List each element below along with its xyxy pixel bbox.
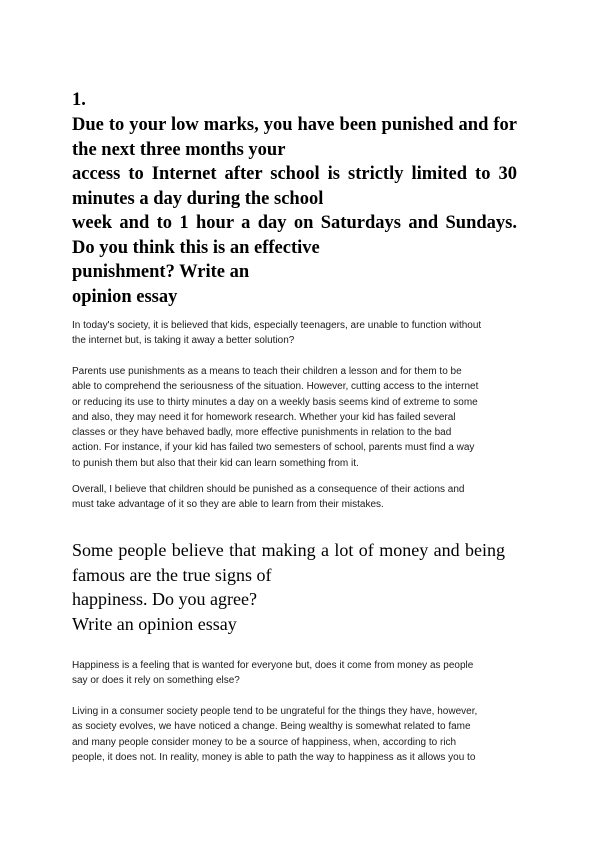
paragraph-line: action. For instance, if your kid has failed two semesters of school, parents must find a way bbox=[72, 442, 475, 454]
essay-2-body bbox=[72, 704, 532, 765]
paragraph-line: Overall, I believe that children should be punished as a consequence of their actions and bbox=[72, 484, 465, 495]
paragraph-line: and many people consider money to be a source of happiness, when, according to rich bbox=[72, 736, 457, 748]
question-1-line: minutes a day during the school bbox=[72, 188, 324, 209]
question-1-line: week and to 1 hour a day on Saturdays and Sundays. bbox=[72, 213, 517, 233]
question-1-line: access to Internet after school is strictly limited to 30 bbox=[72, 164, 517, 184]
paragraph-line: and also, they may need it for homework research. Whether your kid has failed several bbox=[72, 411, 456, 423]
paragraph-line: Happiness is a feeling that is wanted for everyone but, does it come from money as people bbox=[72, 660, 474, 671]
question-2-prompt bbox=[72, 538, 505, 636]
question-1-line: Do you think this is an effective bbox=[72, 237, 320, 258]
paragraph-line: or reducing its use to thirty minutes a day on a weekly basis seems kind of extreme to some bbox=[72, 396, 478, 408]
paragraph-line: able to comprehend the seriousness of the situation. However, cutting access to the internet bbox=[72, 381, 479, 393]
paragraph-line: Living in a consumer society people tend to be ungrateful for the things they have, however, bbox=[72, 706, 478, 717]
question-1-prompt bbox=[72, 113, 517, 309]
paragraph-line: classes or they have behaved badly, more effective punishments in relation to the bad bbox=[72, 427, 452, 439]
question-2-line: happiness. Do you agree? bbox=[72, 589, 257, 609]
paragraph-line: must take advantage of it so they are able to learn from their mistakes. bbox=[72, 499, 384, 511]
paragraph-line: as society evolves, we have noticed a change. Being wealthy is somewhat related to fame bbox=[72, 721, 471, 733]
essay-1-body bbox=[72, 364, 532, 471]
essay-2-introduction bbox=[72, 658, 532, 689]
paragraph-line: people, it does not. In reality, money is able to path the way to happiness as it allows you to bbox=[72, 751, 476, 763]
question-number bbox=[72, 88, 86, 113]
paragraph-line: the internet but, is taking it away a better solution? bbox=[72, 335, 295, 347]
paragraph-line: to punish them but also that their kid can learn something from it. bbox=[72, 457, 359, 469]
question-1-line: the next three months your bbox=[72, 139, 286, 160]
question-2-line: Write an opinion essay bbox=[72, 613, 237, 634]
essay-1-conclusion bbox=[72, 482, 532, 513]
paragraph-line: Parents use punishments as a means to teach their children a lesson and for them to be bbox=[72, 366, 462, 377]
question-1-line: punishment? Write an bbox=[72, 262, 250, 282]
paragraph-line: In today's society, it is believed that kids, especially teenagers, are unable to function without bbox=[72, 320, 482, 331]
question-1-line: opinion essay bbox=[72, 286, 178, 307]
essay-1-introduction bbox=[72, 318, 532, 349]
question-number-text: 1. bbox=[72, 90, 86, 110]
question-2-line: Some people believe that making a lot of money and being bbox=[72, 540, 505, 560]
paragraph-line: say or does it rely on something else? bbox=[72, 675, 240, 687]
question-1-line: Due to your low marks, you have been punished and for bbox=[72, 115, 517, 135]
question-2-line: famous are the true signs of bbox=[72, 564, 272, 585]
